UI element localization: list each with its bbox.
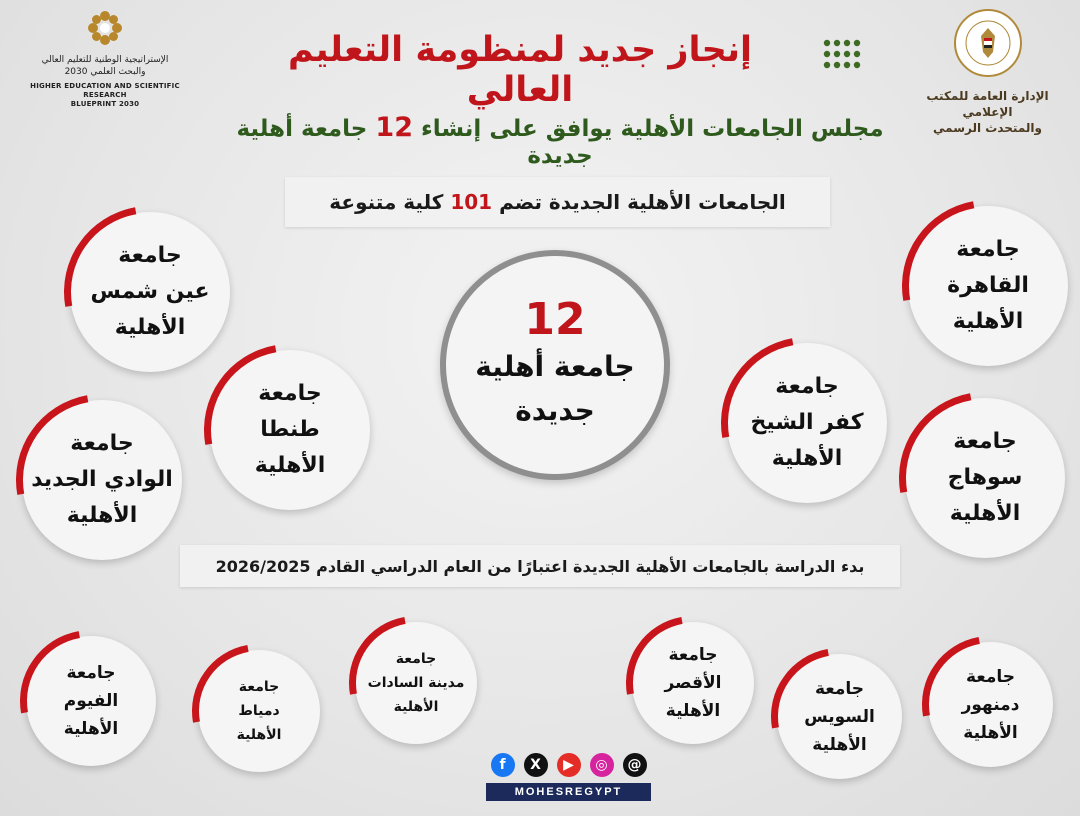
social-icons [486, 750, 651, 780]
university-line: القاهرة [947, 273, 1029, 298]
university-line: السويس [804, 706, 875, 727]
start-date-note: بدء الدراسة بالجامعات الأهلية الجديدة اعتبارًا من العام الدراسي القادم 2026/2025 [180, 545, 900, 587]
center-circle [440, 250, 670, 480]
strategy-ar-line1: الإستراتيجية الوطنية للتعليم العالي [41, 55, 169, 65]
university-line: الأهلية [393, 699, 439, 715]
university-line: جامعة [66, 663, 116, 683]
university-line: الأهلية [665, 701, 721, 721]
university-line: جامعة [118, 243, 182, 268]
university-line: الأهلية [952, 309, 1024, 334]
strategy-en-line1: HIGHER EDUCATION AND SCIENTIFIC RESEARCH [30, 82, 180, 99]
university-line: جامعة [258, 381, 322, 406]
university-line: جامعة [953, 429, 1017, 454]
university-line: الأهلية [771, 446, 843, 471]
university-line: الأهلية [114, 315, 186, 340]
university-line: جامعة [965, 666, 1016, 687]
university-line: الأقصر [664, 673, 722, 693]
strategy-ar-line2: والبحث العلمي 2030 [64, 67, 146, 77]
university-line: جامعة [775, 374, 839, 399]
university-line: جامعة [814, 678, 865, 699]
x-icon[interactable]: X [524, 753, 548, 777]
university-line: الأهلية [236, 727, 282, 743]
university-line: كفر الشيخ [750, 410, 864, 435]
university-line: الأهلية [63, 719, 119, 739]
university-line: الفيوم [63, 691, 119, 711]
university-line: الأهلية [949, 501, 1021, 526]
university-line: مدينة السادات [367, 675, 465, 691]
social-handle[interactable]: MOHESREGYPT [486, 783, 651, 801]
facebook-icon[interactable]: f [491, 753, 515, 777]
university-circle [632, 622, 754, 744]
university-line: طنطا [260, 417, 320, 442]
university-circle [777, 654, 902, 779]
university-line: الأهلية [812, 734, 867, 755]
subtitle-number: 12 [375, 112, 413, 143]
university-circle [908, 206, 1068, 366]
ministry-office-line2: والمتحدث الرسمي [933, 121, 1042, 135]
youtube-icon[interactable]: ▶ [557, 753, 581, 777]
university-line: الأهلية [254, 453, 326, 478]
university-line: سوهاج [947, 465, 1023, 490]
university-line: جامعة [956, 237, 1020, 262]
university-line: دمنهور [961, 694, 1020, 715]
colleges-post: كلية متنوعة [329, 190, 444, 214]
colleges-band [285, 177, 830, 227]
center-line1: جامعة أهلية [475, 350, 635, 383]
university-circle [355, 622, 477, 744]
center-line2: جديدة [515, 394, 595, 427]
university-line: جامعة [395, 651, 437, 667]
university-circle [928, 642, 1053, 767]
ministry-office-line1: الإدارة العامة للمكتب الإعلامي [926, 89, 1049, 119]
ministry-brand [900, 8, 1075, 136]
strategy-en-line2: BLUEPRINT 2030 [70, 100, 140, 108]
university-line: جامعة [70, 431, 134, 456]
main-title: إنجاز جديد لمنظومة التعليم العالي [287, 30, 753, 110]
university-circle [727, 343, 887, 503]
dots-ornament-icon [822, 38, 862, 70]
subtitle-pre: مجلس الجامعات الأهلية يوافق على إنشاء [421, 116, 884, 142]
university-circle [198, 650, 320, 772]
university-line: دمياط [238, 703, 280, 719]
threads-icon[interactable]: @ [623, 753, 647, 777]
colleges-number: 101 [450, 190, 493, 214]
university-circle [26, 636, 156, 766]
university-line: الأهلية [66, 503, 138, 528]
subtitle [200, 112, 920, 169]
university-line: الوادي الجديد [31, 467, 173, 492]
university-circle [22, 400, 182, 560]
colleges-text [329, 190, 785, 214]
strategy-logo-icon [87, 10, 123, 46]
ministry-seal-icon [953, 8, 1023, 78]
university-circle [210, 350, 370, 510]
subtitle-post: جامعة أهلية جديدة [236, 116, 593, 169]
colleges-pre: الجامعات الأهلية الجديدة تضم [499, 190, 786, 214]
university-line: جامعة [668, 645, 718, 665]
strategy-brand [10, 10, 200, 109]
center-number: 12 [524, 294, 586, 345]
university-circle [905, 398, 1065, 558]
instagram-icon[interactable]: ◎ [590, 753, 614, 777]
university-circle [70, 212, 230, 372]
university-line: جامعة [238, 679, 280, 695]
university-line: عين شمس [90, 279, 210, 304]
university-line: الأهلية [963, 722, 1018, 743]
